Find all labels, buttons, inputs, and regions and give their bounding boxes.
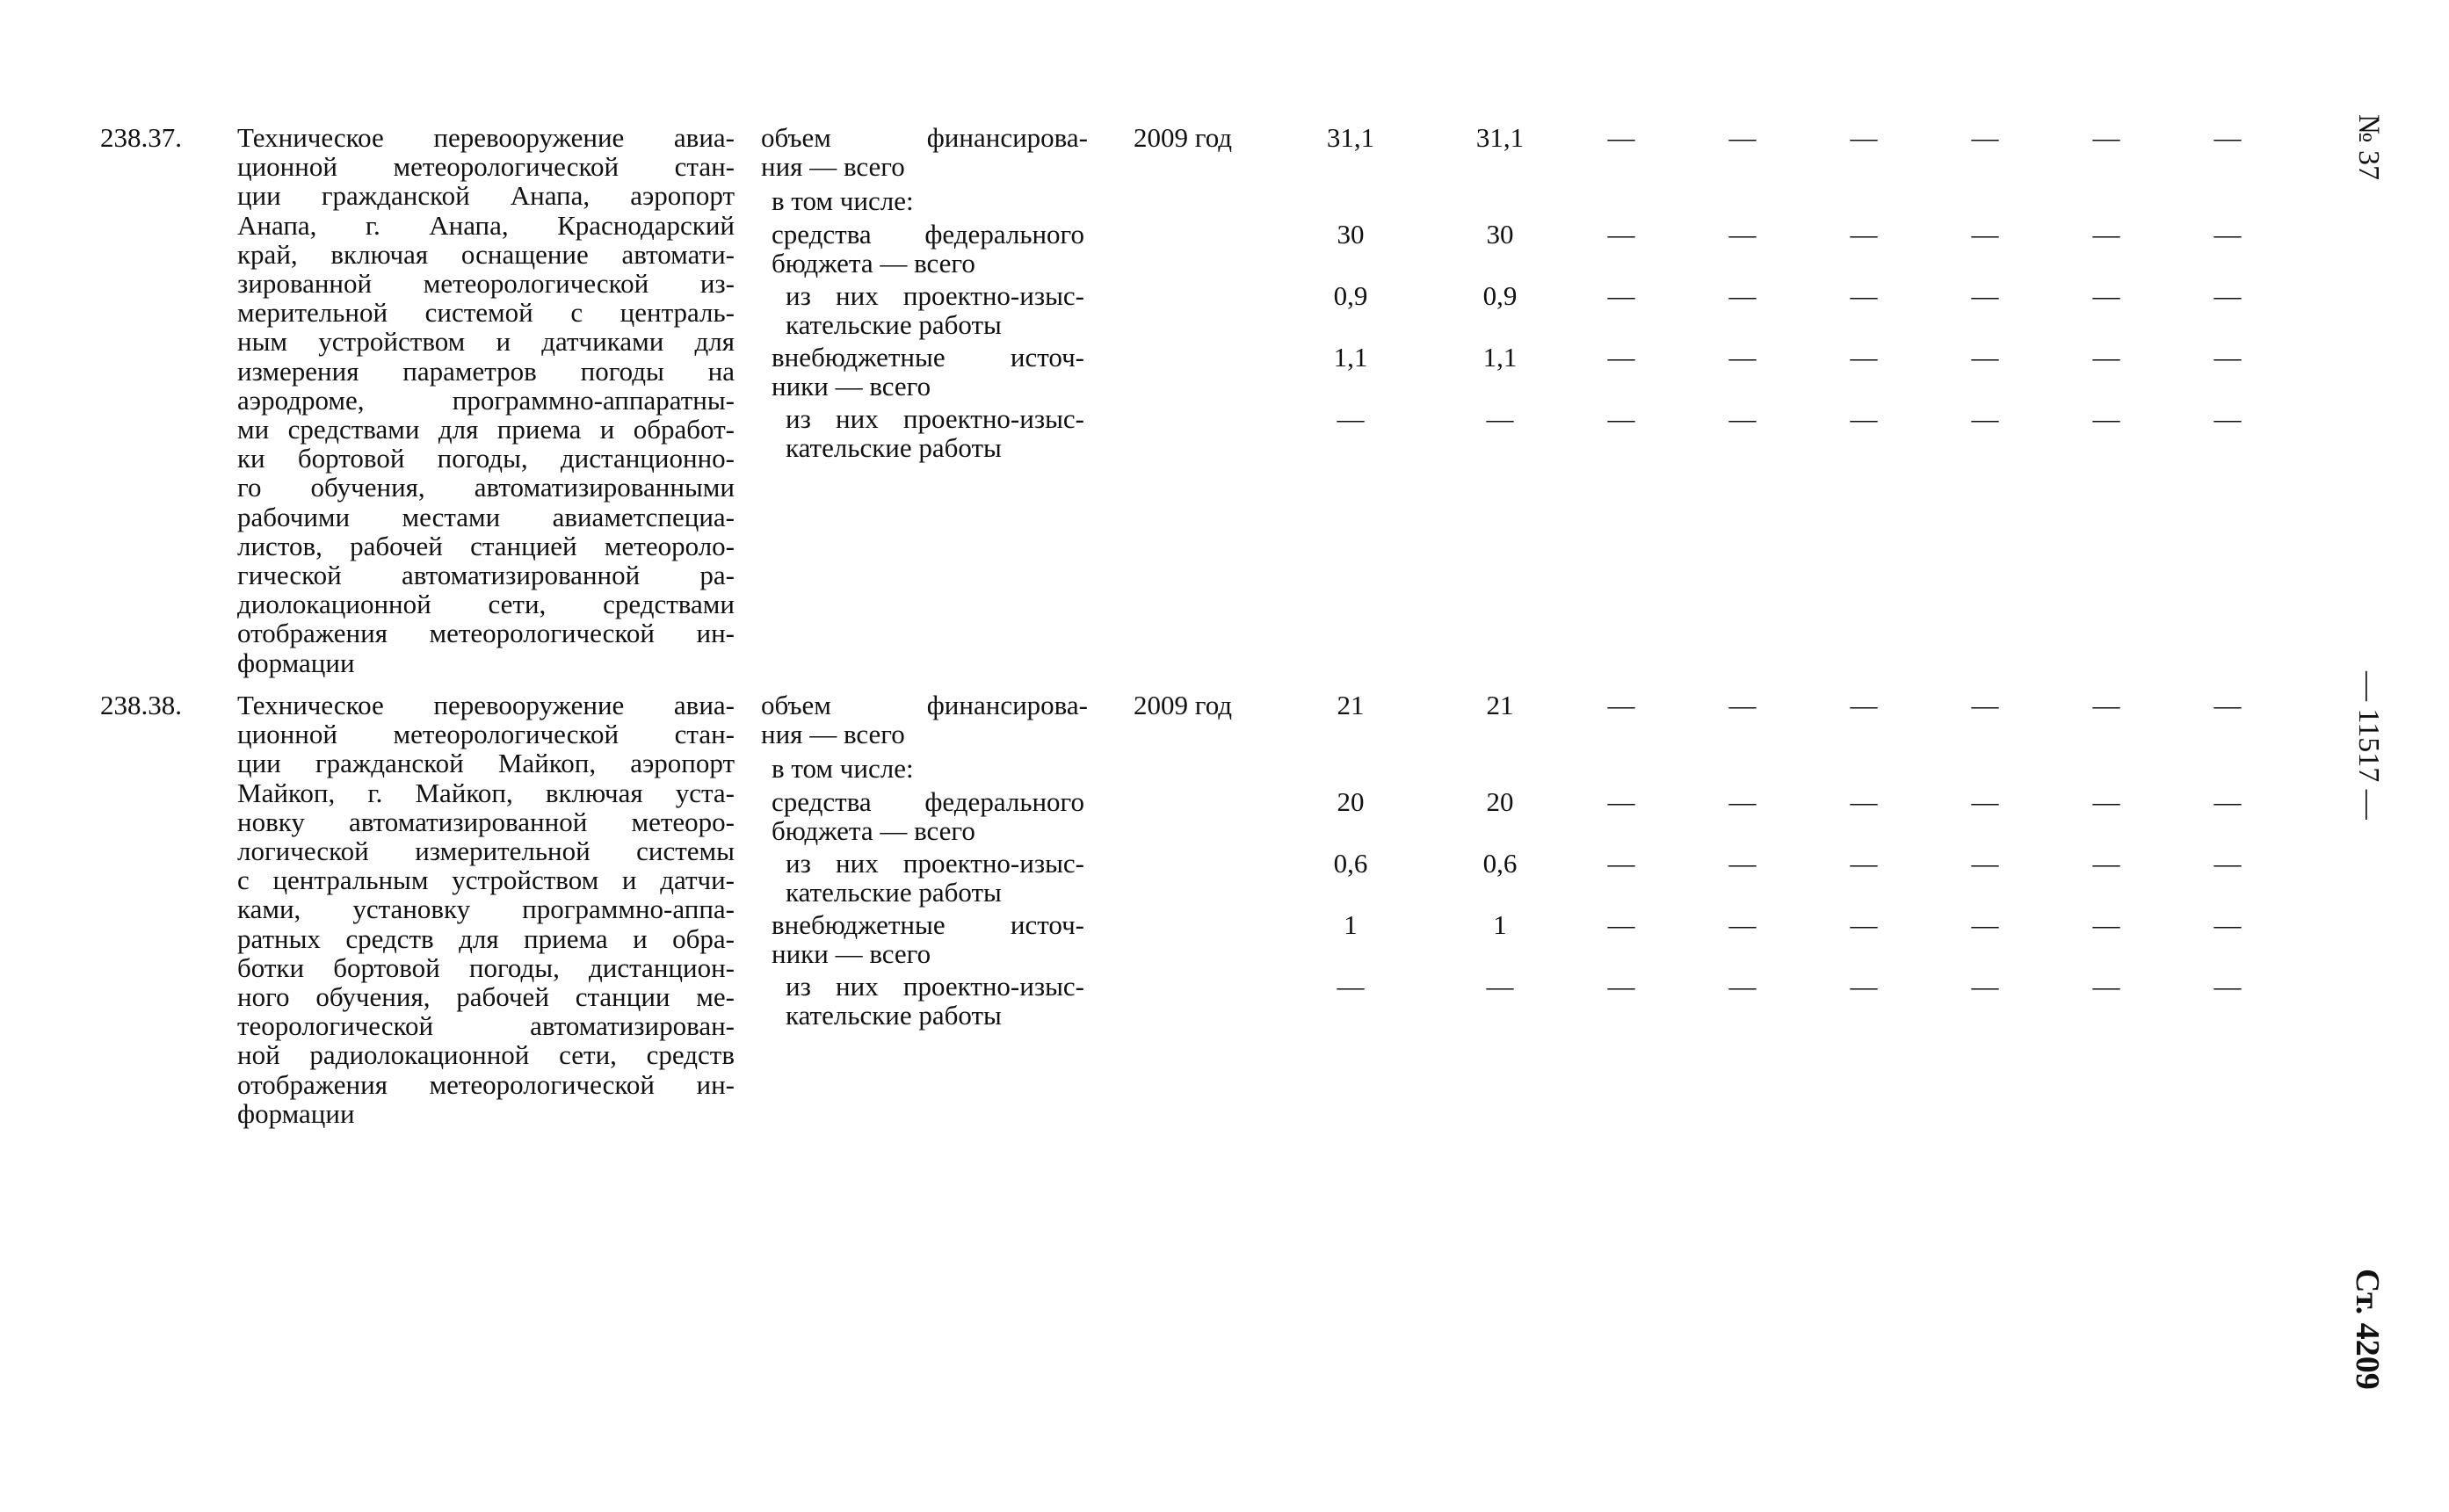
- row-number: 238.38.: [100, 690, 182, 720]
- description-line: формации: [237, 647, 355, 678]
- value-cell: —: [1971, 122, 1999, 153]
- value-cell: 30: [1337, 219, 1365, 250]
- indicator-line: средства федерального: [772, 786, 1084, 817]
- description-line: край, включая оснащение автомати-: [237, 238, 735, 270]
- value-cell: —: [2092, 280, 2120, 311]
- value-cell: 1,1: [1333, 342, 1368, 373]
- description-line: ной радиолокационной сети, средств: [237, 1039, 735, 1071]
- value-cell: 0,9: [1333, 280, 1368, 311]
- description-line: ного обучения, рабочей станции ме-: [237, 981, 735, 1013]
- value-cell: —: [2214, 219, 2242, 250]
- value-cell: —: [1850, 971, 1878, 1002]
- indicator-label: [772, 220, 1084, 278]
- indicator-label: [761, 691, 1088, 749]
- value-cell: —: [2214, 342, 2242, 373]
- value-cell: —: [2092, 971, 2120, 1002]
- indicator-line: из них проектно-изыс-: [786, 848, 1084, 879]
- row-year: 2009 год: [1134, 690, 1233, 720]
- value-cell: —: [1971, 909, 1999, 940]
- indicator-label: [772, 186, 1098, 215]
- value-cell: —: [1728, 342, 1757, 373]
- value-cell: —: [1728, 690, 1757, 720]
- value-cell: —: [1607, 403, 1635, 434]
- indicator-label: [786, 281, 1084, 339]
- value-cell: 31,1: [1326, 122, 1375, 153]
- value-cell: —: [1728, 909, 1757, 940]
- value-cell: —: [1971, 848, 1999, 879]
- row-year: 2009 год: [1134, 122, 1233, 153]
- indicator-line: из них проектно-изыс-: [786, 403, 1084, 434]
- value-cell: 21: [1337, 690, 1365, 720]
- value-cell: 0,9: [1482, 280, 1518, 311]
- value-cell: —: [2092, 786, 2120, 817]
- description-line: гической автоматизированной ра-: [237, 560, 735, 591]
- value-cell: —: [1728, 280, 1757, 311]
- value-cell: —: [1607, 786, 1635, 817]
- description-line: теорологической автоматизирован-: [237, 1010, 735, 1042]
- indicator-label: [786, 404, 1084, 462]
- description-line: отображения метеорологической ин-: [237, 618, 735, 649]
- value-cell: —: [2214, 280, 2242, 311]
- value-cell: —: [2092, 848, 2120, 879]
- indicator-line: кательские работы: [786, 1000, 1002, 1031]
- description-line: ции гражданской Майкоп, аэропорт: [237, 748, 735, 779]
- value-cell: —: [1728, 848, 1757, 879]
- indicator-line: объем финансирова-: [761, 690, 1088, 720]
- indicator-line: кательские работы: [786, 309, 1002, 340]
- value-cell: —: [2092, 342, 2120, 373]
- value-cell: —: [1607, 342, 1635, 373]
- description-line: ционной метеорологической стан-: [237, 719, 735, 750]
- value-cell: —: [2214, 848, 2242, 879]
- description-line: ратных средств для приема и обра-: [237, 922, 735, 954]
- indicator-line: ники — всего: [772, 938, 931, 969]
- value-cell: 1: [1493, 909, 1507, 940]
- value-cell: —: [1607, 848, 1635, 879]
- value-cell: —: [2214, 690, 2242, 720]
- description-line: рабочими местами авиаметспециа-: [237, 501, 735, 532]
- description-line: Техническое перевооружение авиа-: [237, 122, 735, 153]
- description-line: диолокационной сети, средствами: [237, 589, 735, 620]
- value-cell: —: [2092, 122, 2120, 153]
- value-cell: —: [1728, 786, 1757, 817]
- value-cell: —: [1850, 122, 1878, 153]
- indicator-label: [772, 910, 1084, 968]
- description-line: ции гражданской Анапа, аэропорт: [237, 180, 735, 212]
- description-line: Анапа, г. Анапа, Краснодарский: [237, 209, 735, 241]
- value-cell: —: [1607, 219, 1635, 250]
- indicator-label: [772, 343, 1084, 401]
- value-cell: —: [2092, 690, 2120, 720]
- value-cell: —: [1971, 342, 1999, 373]
- value-cell: —: [1607, 971, 1635, 1002]
- indicator-line: бюджета — всего: [772, 248, 975, 279]
- indicator-line: внебюджетные источ-: [772, 909, 1084, 940]
- indicator-line: в том числе:: [772, 753, 914, 784]
- indicator-line: из них проектно-изыс-: [786, 280, 1084, 311]
- description-line: измерения параметров погоды на: [237, 355, 735, 387]
- value-cell: 30: [1486, 219, 1514, 250]
- indicator-line: внебюджетные источ-: [772, 342, 1084, 373]
- description-line: логической измерительной системы: [237, 836, 735, 867]
- description-line: листов, рабочей станцией метеороло-: [237, 530, 735, 561]
- value-cell: 0,6: [1482, 848, 1518, 879]
- value-cell: —: [1971, 690, 1999, 720]
- value-cell: —: [1728, 971, 1757, 1002]
- value-cell: —: [1850, 786, 1878, 817]
- value-cell: —: [1850, 909, 1878, 940]
- value-cell: —: [1850, 690, 1878, 720]
- description-line: ботки бортовой погоды, дистанцион-: [237, 951, 735, 983]
- description-line: ционной метеорологической стан-: [237, 151, 735, 183]
- value-cell: —: [2214, 971, 2242, 1002]
- value-cell: —: [1850, 342, 1878, 373]
- indicator-line: из них проектно-изыс-: [786, 971, 1084, 1002]
- row-description: [237, 123, 735, 677]
- value-cell: —: [1486, 403, 1514, 434]
- value-cell: —: [1607, 690, 1635, 720]
- description-line: Майкоп, г. Майкоп, включая уста-: [237, 777, 735, 808]
- description-line: мерительной системой с централь-: [237, 297, 735, 329]
- value-cell: 1: [1344, 909, 1358, 940]
- value-cell: —: [1607, 122, 1635, 153]
- value-cell: —: [1607, 909, 1635, 940]
- value-cell: 31,1: [1475, 122, 1525, 153]
- indicator-line: средства федерального: [772, 219, 1084, 250]
- value-cell: 20: [1486, 786, 1514, 817]
- value-cell: —: [1971, 786, 1999, 817]
- description-line: новку автоматизированной метеоро-: [237, 806, 735, 837]
- indicator-line: объем финансирова-: [761, 122, 1088, 153]
- description-line: го обучения, автоматизированными: [237, 472, 735, 503]
- value-cell: —: [1850, 280, 1878, 311]
- value-cell: —: [2214, 122, 2242, 153]
- indicator-label: [761, 123, 1088, 181]
- value-cell: —: [2214, 909, 2242, 940]
- indicator-label: [786, 972, 1084, 1030]
- indicator-line: ния — всего: [761, 151, 905, 182]
- value-cell: —: [1337, 971, 1365, 1002]
- description-line: ным устройством и датчиками для: [237, 326, 735, 358]
- indicator-line: кательские работы: [786, 432, 1002, 463]
- value-cell: 21: [1486, 690, 1514, 720]
- value-cell: —: [1337, 403, 1365, 434]
- description-line: Техническое перевооружение авиа-: [237, 690, 735, 720]
- value-cell: —: [1728, 122, 1757, 153]
- value-cell: 20: [1337, 786, 1365, 817]
- row-description: [237, 691, 735, 1128]
- description-line: отображения метеорологической ин-: [237, 1068, 735, 1100]
- page-number: — 11517 —: [2352, 671, 2385, 820]
- value-cell: 0,6: [1333, 848, 1368, 879]
- description-line: ки бортовой погоды, дистанционно-: [237, 443, 735, 474]
- value-cell: —: [2214, 403, 2242, 434]
- value-cell: —: [1607, 280, 1635, 311]
- article-number: Ст. 4209: [2349, 1269, 2386, 1390]
- description-line: с центральным устройством и датчи-: [237, 865, 735, 896]
- description-line: ми средствами для приема и обработ-: [237, 414, 735, 445]
- description-line: формации: [237, 1097, 355, 1129]
- value-cell: —: [1850, 219, 1878, 250]
- description-line: аэродроме, программно-аппаратны-: [237, 384, 735, 416]
- value-cell: —: [2092, 909, 2120, 940]
- indicator-label: [786, 849, 1084, 907]
- indicator-line: кательские работы: [786, 877, 1002, 908]
- indicator-line: ники — всего: [772, 371, 931, 402]
- value-cell: 1,1: [1482, 342, 1518, 373]
- issue-number: № 37: [2352, 114, 2385, 180]
- value-cell: —: [1850, 848, 1878, 879]
- description-line: ками, установку программно-аппа-: [237, 893, 735, 925]
- description-line: зированной метеорологической из-: [237, 268, 735, 300]
- indicator-line: в том числе:: [772, 185, 914, 216]
- indicator-line: ния — всего: [761, 719, 905, 749]
- value-cell: —: [1728, 403, 1757, 434]
- indicator-label: [772, 787, 1084, 845]
- value-cell: —: [1971, 219, 1999, 250]
- value-cell: —: [1850, 403, 1878, 434]
- indicator-line: бюджета — всего: [772, 815, 975, 846]
- value-cell: —: [1971, 403, 1999, 434]
- indicator-label: [772, 754, 1098, 783]
- row-number: 238.37.: [100, 122, 182, 153]
- value-cell: —: [1728, 219, 1757, 250]
- value-cell: —: [2214, 786, 2242, 817]
- value-cell: —: [1971, 280, 1999, 311]
- value-cell: —: [2092, 219, 2120, 250]
- value-cell: —: [2092, 403, 2120, 434]
- value-cell: —: [1486, 971, 1514, 1002]
- value-cell: —: [1971, 971, 1999, 1002]
